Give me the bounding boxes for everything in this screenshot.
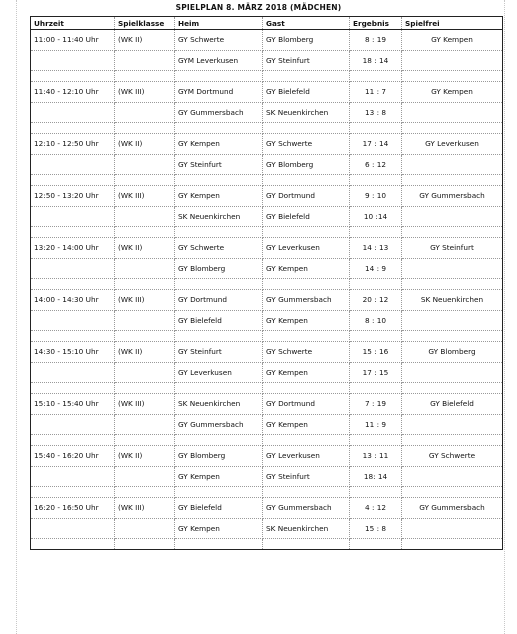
bye-team-cell: GY Schwerte [402,446,503,467]
home-team-cell: GY Bielefeld [175,310,263,331]
home-team-cell: GY Blomberg [175,258,263,279]
away-team-cell: GY Gummersbach [263,498,350,519]
class-cell [115,310,175,331]
class-cell [115,154,175,175]
table-row [31,238,503,259]
bye-team-cell [402,154,503,175]
time-cell: 13:20 - 14:00 Uhr [31,238,115,259]
home-team-cell: GY Bielefeld [175,498,263,519]
result-cell: 18: 14 [350,466,402,487]
table-row [31,310,503,331]
away-team-cell: GY Kempen [263,362,350,383]
empty-cell [350,487,402,498]
empty-cell [402,175,503,186]
result-cell: 7 : 19 [350,394,402,415]
result-cell: 13 : 8 [350,102,402,123]
table-row [31,394,503,415]
empty-cell [402,227,503,238]
table-row [31,290,503,311]
away-team-cell: GY Leverkusen [263,238,350,259]
away-team-cell: GY Schwerte [263,134,350,155]
spacer-row [31,487,503,498]
empty-cell [175,539,263,550]
empty-cell [115,435,175,446]
bye-team-cell [402,362,503,383]
table-row [31,50,503,71]
home-team-cell: SK Neuenkirchen [175,206,263,227]
table-row [31,362,503,383]
table-row [31,518,503,539]
home-team-cell: GY Kempen [175,518,263,539]
empty-cell [175,279,263,290]
away-team-cell: GY Blomberg [263,30,350,51]
table-row [31,102,503,123]
time-cell: 15:10 - 15:40 Uhr [31,394,115,415]
home-team-cell: GYM Dortmund [175,82,263,103]
result-cell: 14 : 13 [350,238,402,259]
home-team-cell: GY Dortmund [175,290,263,311]
home-team-cell: GY Gummersbach [175,102,263,123]
empty-cell [263,279,350,290]
time-cell [31,518,115,539]
empty-cell [402,123,503,134]
bye-team-cell [402,50,503,71]
home-team-cell: SK Neuenkirchen [175,394,263,415]
result-cell: 17 : 14 [350,134,402,155]
away-team-cell: GY Dortmund [263,186,350,207]
class-cell: (WK III) [115,394,175,415]
empty-cell [115,539,175,550]
bye-team-cell [402,102,503,123]
spacer-row [31,435,503,446]
empty-cell [263,383,350,394]
class-cell [115,414,175,435]
empty-cell [31,539,115,550]
empty-cell [115,383,175,394]
result-cell: 9 : 10 [350,186,402,207]
home-team-cell: GY Kempen [175,186,263,207]
time-cell: 12:50 - 13:20 Uhr [31,186,115,207]
empty-cell [115,71,175,82]
result-cell: 14 : 9 [350,258,402,279]
empty-cell [31,279,115,290]
time-cell [31,414,115,435]
spacer-row [31,331,503,342]
table-row [31,342,503,363]
time-cell [31,362,115,383]
away-team-cell: GY Kempen [263,310,350,331]
bye-team-cell [402,518,503,539]
empty-cell [402,435,503,446]
spacer-row [31,539,503,550]
class-cell [115,518,175,539]
empty-cell [115,227,175,238]
empty-cell [31,487,115,498]
table-row [31,30,503,51]
away-team-cell: GY Steinfurt [263,50,350,71]
table-row [31,466,503,487]
table-row [31,82,503,103]
empty-cell [350,331,402,342]
table-row [31,498,503,519]
empty-cell [263,227,350,238]
bye-team-cell: GY Kempen [402,30,503,51]
away-team-cell: GY Gummersbach [263,290,350,311]
bye-team-cell: GY Bielefeld [402,394,503,415]
empty-cell [175,487,263,498]
empty-cell [115,331,175,342]
class-cell: (WK II) [115,446,175,467]
class-cell [115,362,175,383]
empty-cell [263,123,350,134]
class-cell [115,258,175,279]
empty-cell [350,227,402,238]
time-cell: 16:20 - 16:50 Uhr [31,498,115,519]
class-cell [115,206,175,227]
result-cell: 13 : 11 [350,446,402,467]
bye-team-cell [402,414,503,435]
empty-cell [31,383,115,394]
away-team-cell: GY Leverkusen [263,446,350,467]
empty-cell [350,123,402,134]
away-team-cell: GY Kempen [263,258,350,279]
schedule-body [31,30,503,550]
bye-team-cell: SK Neuenkirchen [402,290,503,311]
empty-cell [263,71,350,82]
empty-cell [263,487,350,498]
table-row [31,134,503,155]
empty-cell [402,279,503,290]
empty-cell [31,71,115,82]
empty-cell [115,487,175,498]
home-team-cell: GY Gummersbach [175,414,263,435]
result-cell: 4 : 12 [350,498,402,519]
header-home: Heim [175,17,263,30]
spacer-row [31,175,503,186]
home-team-cell: GY Blomberg [175,446,263,467]
empty-cell [350,71,402,82]
away-team-cell: GY Blomberg [263,154,350,175]
time-cell [31,102,115,123]
empty-cell [263,435,350,446]
bye-team-cell [402,258,503,279]
spacer-row [31,279,503,290]
result-cell: 11 : 7 [350,82,402,103]
spacer-row [31,123,503,134]
table-header-row [31,17,503,30]
empty-cell [350,175,402,186]
time-cell: 11:00 - 11:40 Uhr [31,30,115,51]
class-cell: (WK III) [115,498,175,519]
empty-cell [263,539,350,550]
time-cell [31,154,115,175]
empty-cell [175,71,263,82]
empty-cell [263,331,350,342]
bye-team-cell: GY Kempen [402,82,503,103]
empty-cell [350,383,402,394]
away-team-cell: GY Dortmund [263,394,350,415]
empty-cell [31,227,115,238]
result-cell: 17 : 15 [350,362,402,383]
empty-cell [402,383,503,394]
empty-cell [175,123,263,134]
home-team-cell: GY Steinfurt [175,154,263,175]
bye-team-cell: GY Leverkusen [402,134,503,155]
empty-cell [175,383,263,394]
result-cell: 20 : 12 [350,290,402,311]
class-cell [115,102,175,123]
bye-team-cell [402,310,503,331]
empty-cell [31,175,115,186]
empty-cell [350,435,402,446]
away-team-cell: GY Bielefeld [263,82,350,103]
home-team-cell: GY Steinfurt [175,342,263,363]
spacer-row [31,71,503,82]
empty-cell [402,539,503,550]
schedule-table [30,16,503,550]
header-class: Spielklasse [115,17,175,30]
empty-cell [31,331,115,342]
empty-cell [175,227,263,238]
bye-team-cell: GY Blomberg [402,342,503,363]
empty-cell [402,71,503,82]
result-cell: 8 : 19 [350,30,402,51]
spacer-row [31,227,503,238]
table-row [31,446,503,467]
spacer-row [31,383,503,394]
time-cell [31,50,115,71]
page-title: SPIELPLAN 8. MÄRZ 2018 (MÄDCHEN) [175,3,342,12]
time-cell: 14:30 - 15:10 Uhr [31,342,115,363]
class-cell: (WK III) [115,290,175,311]
time-cell [31,206,115,227]
class-cell [115,466,175,487]
empty-cell [402,331,503,342]
class-cell: (WK II) [115,30,175,51]
time-cell [31,258,115,279]
home-team-cell: GY Schwerte [175,30,263,51]
header-result: Ergebnis [350,17,402,30]
bye-team-cell: GY Steinfurt [402,238,503,259]
bye-team-cell [402,206,503,227]
table-row [31,186,503,207]
result-cell: 6 : 12 [350,154,402,175]
away-team-cell: SK Neuenkirchen [263,518,350,539]
header-bye: Spielfrei [402,17,503,30]
result-cell: 18 : 14 [350,50,402,71]
empty-cell [115,279,175,290]
empty-cell [115,123,175,134]
home-team-cell: GY Kempen [175,134,263,155]
bye-team-cell: GY Gummersbach [402,498,503,519]
class-cell: (WK III) [115,186,175,207]
away-team-cell: SK Neuenkirchen [263,102,350,123]
result-cell: 15 : 8 [350,518,402,539]
class-cell: (WK II) [115,238,175,259]
table-row [31,258,503,279]
time-cell [31,466,115,487]
away-team-cell: GY Bielefeld [263,206,350,227]
time-cell [31,310,115,331]
time-cell: 14:00 - 14:30 Uhr [31,290,115,311]
result-cell: 10 :14 [350,206,402,227]
empty-cell [175,331,263,342]
empty-cell [263,175,350,186]
empty-cell [115,175,175,186]
table-row [31,414,503,435]
away-team-cell: GY Steinfurt [263,466,350,487]
result-cell: 11 : 9 [350,414,402,435]
class-cell [115,50,175,71]
table-row [31,206,503,227]
class-cell: (WK II) [115,134,175,155]
class-cell: (WK III) [115,82,175,103]
empty-cell [402,487,503,498]
empty-cell [350,279,402,290]
empty-cell [350,539,402,550]
away-team-cell: GY Schwerte [263,342,350,363]
table-row [31,154,503,175]
bye-team-cell: GY Gummersbach [402,186,503,207]
empty-cell [31,435,115,446]
result-cell: 15 : 16 [350,342,402,363]
header-time: Uhrzeit [31,17,115,30]
home-team-cell: GYM Leverkusen [175,50,263,71]
bye-team-cell [402,466,503,487]
time-cell: 12:10 - 12:50 Uhr [31,134,115,155]
result-cell: 8 : 10 [350,310,402,331]
header-away: Gast [263,17,350,30]
empty-cell [175,175,263,186]
empty-cell [175,435,263,446]
home-team-cell: GY Kempen [175,466,263,487]
time-cell: 11:40 - 12:10 Uhr [31,82,115,103]
empty-cell [31,123,115,134]
home-team-cell: GY Leverkusen [175,362,263,383]
class-cell: (WK II) [115,342,175,363]
time-cell: 15:40 - 16:20 Uhr [31,446,115,467]
home-team-cell: GY Schwerte [175,238,263,259]
away-team-cell: GY Kempen [263,414,350,435]
